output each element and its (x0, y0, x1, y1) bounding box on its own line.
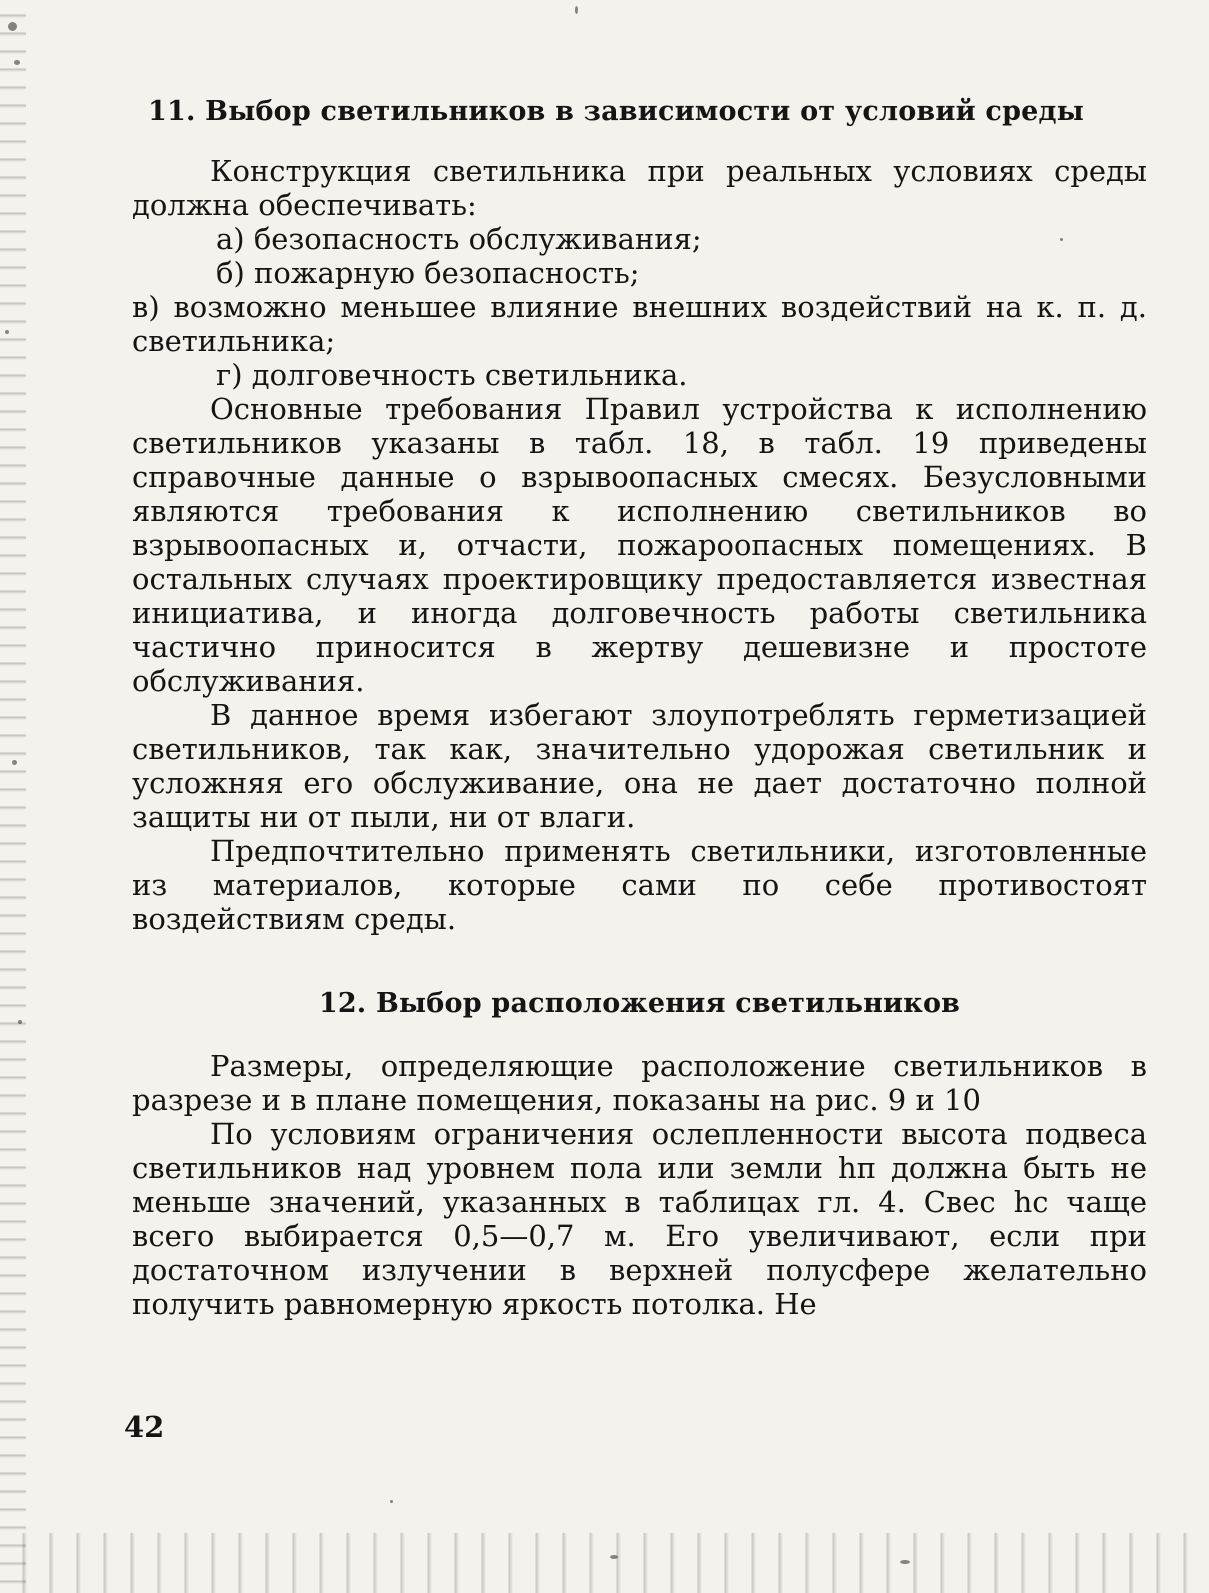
scan-speckle (610, 1555, 618, 1559)
list-item-b: б) пожарную безопасность; (216, 256, 640, 291)
scan-speckle (575, 6, 578, 14)
list-item-a: а) безопасность обслуживания; (216, 222, 702, 257)
list-item-g: г) долговечность светильника. (216, 358, 688, 393)
section-12-paragraph-2: По условиям ограничения ослепленности высота подвеса светильников над уровнем пола или земли hп должна быть не меньше значений, указанных в таблицах гл. 4. Свес hс чаще всего выбирается 0,5—0,7 м. Его увеличивают, если при достаточном излучении в верхней полусфере желательно получить равномерную яркость потолка. Не (132, 1116, 1147, 1321)
section-12-heading: 12. Выбор расположения светильников (318, 988, 961, 1020)
section-12-paragraph-1: Размеры, определяющие расположение светильников в разрезе и в плане помещения, показаны на рис. 9 и 10 (132, 1048, 1147, 1117)
section-11-paragraph-1: Основные требования Правил устройства к исполнению светильников указаны в табл. 18, в табл. 19 приведены справочные данные о взрывоопасных смесях. Безусловными являются требования к исполнению светильников во взрывоопасных и, отчасти, пожароопасных помещениях. В остальных случаях проектировщику предоставляется известная инициатива, и иногда долговечность работы светильника частично приносится в жертву дешевизне и простоте обслуживания. (132, 392, 1147, 699)
scan-edge-bottom (0, 1533, 1209, 1593)
scan-speckle (5, 330, 9, 334)
section-11-heading: 11. Выбор светильников в зависимости от условий среды (148, 96, 1084, 127)
scan-speckle (8, 22, 17, 31)
scan-speckle (18, 1020, 22, 1024)
scan-edge-left (0, 0, 26, 1593)
section-11-intro: Конструкция светильника при реальных условиях среды должна обеспечивать: (132, 154, 1147, 223)
list-item-v: в) возможно меньшее влияние внешних воздействий на к. п. д. светильника; (132, 290, 1147, 359)
section-11-paragraph-3: Предпочтительно применять светильники, изготовленные из материалов, которые сами по себе противостоят воздействиям среды. (132, 834, 1147, 937)
section-11-paragraph-2: В данное время избегают злоупотреблять герметизацией светильников, так как, значительно удорожая светильник и усложняя его обслуживание, она не дает достаточно полной защиты ни от пыли, ни от влаги. (132, 698, 1147, 835)
page-number: 42 (124, 1410, 165, 1444)
scan-speckle (12, 760, 17, 765)
scan-speckle (390, 1500, 393, 1503)
text-block (132, 96, 1147, 1321)
scan-speckle (14, 60, 20, 65)
scan-speckle (900, 1560, 910, 1564)
